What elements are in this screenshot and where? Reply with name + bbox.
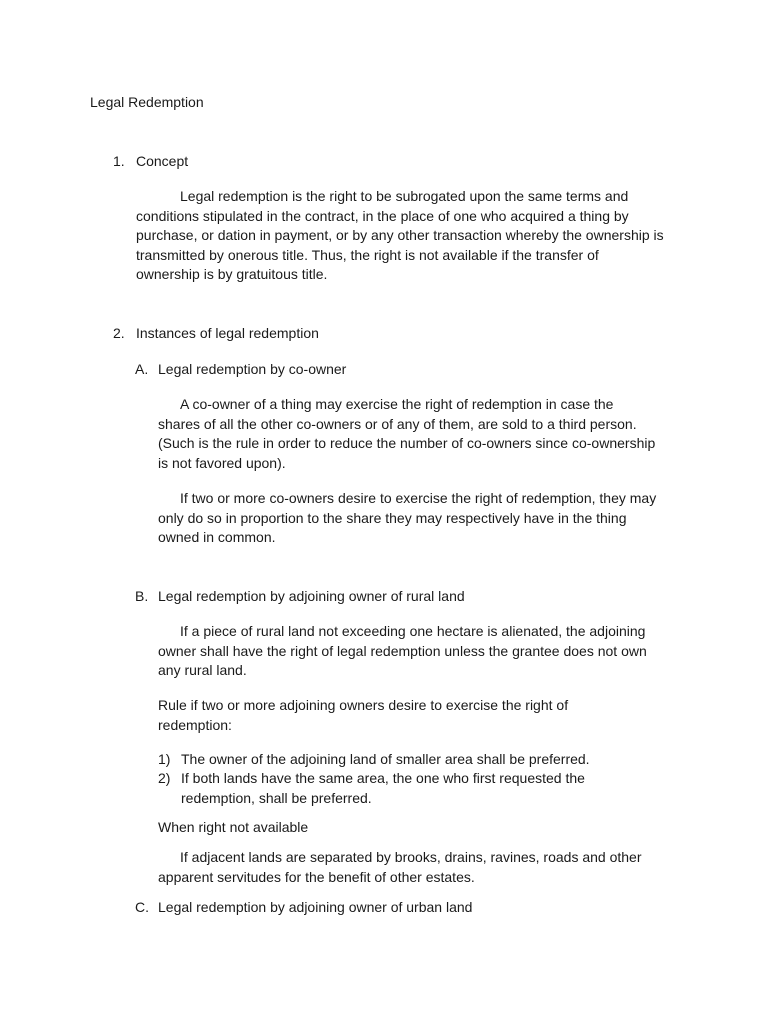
- subsection-a-paragraph-1: A co-owner of a thing may exercise the right of redemption in case the shares of all the other co-owners or of any of them, are sold to a third person. (Such is the rule in order to reduce the number of co-owners since co-ownership is not favored upon).: [158, 396, 656, 471]
- section-1-number: 1.: [113, 153, 125, 169]
- subsection-c-letter: C.: [135, 899, 149, 915]
- subsection-b-rule: Rule if two or more adjoining owners desire to exercise the right of redemption:: [158, 697, 569, 733]
- subsection-a-paragraph-2: If two or more co-owners desire to exercise the right of redemption, they may only do so in proportion to the share they may respectively have in the thing owned in common.: [158, 490, 657, 545]
- list-item-2-text: If both lands have the same area, the one who first requested the redemption, shall be preferred.: [181, 770, 585, 806]
- section-2-number: 2.: [113, 325, 125, 341]
- section-1-heading: Concept: [136, 153, 189, 169]
- section-2-heading: Instances of legal redemption: [136, 325, 319, 341]
- subsection-a-heading: Legal redemption by co-owner: [158, 361, 347, 377]
- subsection-b-heading: Legal redemption by adjoining owner of rural land: [158, 588, 465, 604]
- not-available-heading: When right not available: [158, 819, 309, 835]
- subsection-b-paragraph-1: If a piece of rural land not exceeding one hectare is alienated, the adjoining owner shall have the right of legal redemption unless the grantee does not own any rural land.: [158, 623, 647, 678]
- list-item-1-text: The owner of the adjoining land of smaller area shall be preferred.: [181, 751, 590, 767]
- subsection-b-letter: B.: [135, 588, 149, 604]
- list-item-2-marker: 2): [158, 770, 171, 786]
- document-title: Legal Redemption: [90, 94, 204, 110]
- subsection-c-heading: Legal redemption by adjoining owner of urban land: [158, 899, 473, 915]
- subsection-a-letter: A.: [135, 361, 149, 377]
- list-item-1-marker: 1): [158, 751, 171, 767]
- section-1-body: Legal redemption is the right to be subrogated upon the same terms and conditions stipulated in the contract, in the place of one who acquired a thing by purchase, or dation in payment, or by any other transaction whereby the ownership is transmitted by onerous title. Thus, the right is not available if the transfer of ownership is by gratuitous title.: [136, 188, 664, 282]
- not-available-body: If adjacent lands are separated by brooks, drains, ravines, roads and other apparent servitudes for the benefit of other estates.: [158, 849, 642, 885]
